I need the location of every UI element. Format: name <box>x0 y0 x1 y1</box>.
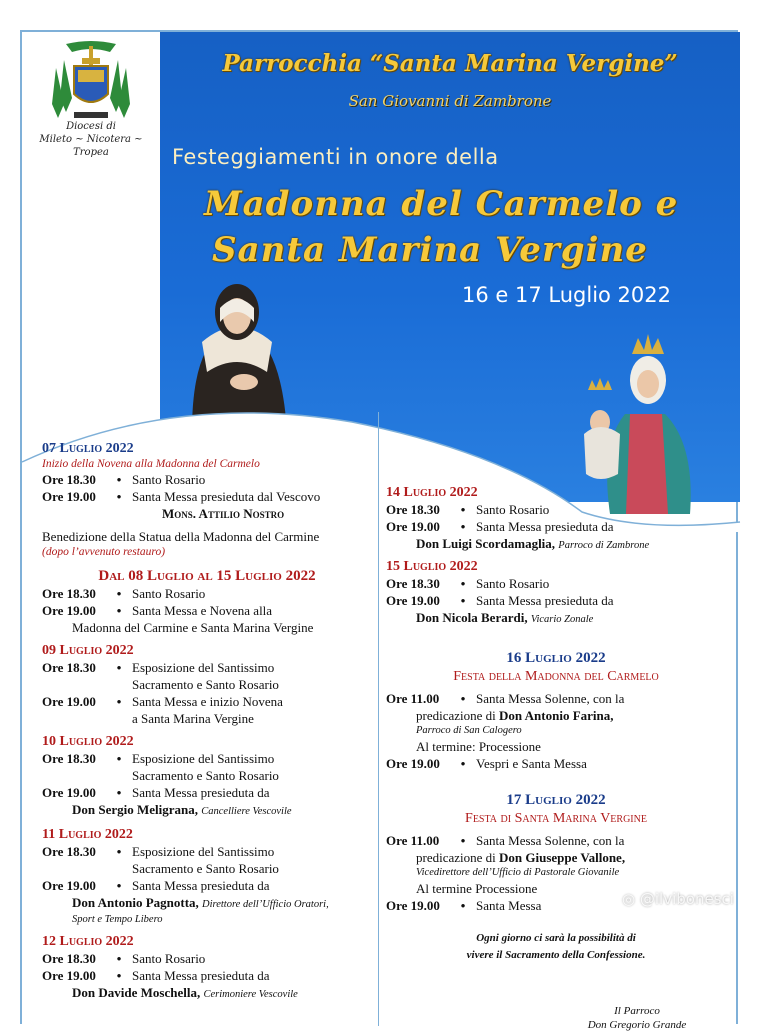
bullet: • <box>116 878 122 893</box>
schedule-row <box>386 592 726 609</box>
event: Santa Messa presieduta da <box>132 785 270 800</box>
time: Ore 18.30 <box>42 951 96 966</box>
day-heading: 14 Luglio 2022 <box>386 485 478 500</box>
column-divider <box>378 412 379 1026</box>
preacher-role: Parroco di San Calogero <box>416 725 522 736</box>
parish-location: San Giovanni di Zambrone <box>348 92 552 110</box>
preacher-prefix: predicazione di <box>416 850 500 865</box>
celebrant-role: Direttore dell’Ufficio Oratori, <box>202 899 329 910</box>
bullet: • <box>116 951 122 966</box>
time: Ore 19.00 <box>386 519 440 534</box>
schedule-row <box>42 950 372 967</box>
event: Santa Messa presieduta da <box>132 878 270 893</box>
watermark-text: @ilvibonesci <box>639 890 734 908</box>
celebrant-name: Don Davide Moschella, <box>72 985 201 1000</box>
left-schedule <box>42 440 372 1003</box>
day-heading: 15 Luglio 2022 <box>386 559 478 574</box>
schedule-row <box>42 693 372 710</box>
event: Santo Rosario <box>476 502 550 517</box>
celebrant-name: Mons. Attilio Nostro <box>162 506 285 521</box>
event: Santa Messa <box>476 898 542 913</box>
schedule-row <box>386 518 726 535</box>
bullet: • <box>116 968 122 983</box>
event: Vespri e Santa Messa <box>476 756 587 771</box>
time: Ore 19.00 <box>386 898 440 913</box>
event: Esposizione del Santissimo <box>132 660 275 675</box>
bullet: • <box>116 489 122 504</box>
time: Ore 19.00 <box>386 593 440 608</box>
schedule-row <box>386 575 726 592</box>
confession-note-line2: vivere il Sacramento della Confessione. <box>466 949 646 961</box>
preacher-role: Vicedirettore dell’Ufficio di Pastorale Giovanile <box>416 867 620 878</box>
bullet: • <box>116 660 122 675</box>
celebrant-name: Don Nicola Berardi, <box>416 610 528 625</box>
procession-note: Al termine Processione <box>416 881 538 896</box>
day-heading: 10 Luglio 2022 <box>42 734 134 749</box>
preacher-line <box>386 707 726 724</box>
day-heading: 07 Luglio 2022 <box>42 441 134 456</box>
time: Ore 18.30 <box>42 472 96 487</box>
time: Ore 19.00 <box>42 968 96 983</box>
event: Santa Messa presieduta da <box>476 593 614 608</box>
instagram-icon: ◎ <box>622 890 640 908</box>
event-continuation: Sacramento e Santo Rosario <box>132 768 279 783</box>
celebrant-line <box>42 801 372 820</box>
schedule-row <box>42 659 372 676</box>
schedule-row <box>42 602 372 619</box>
event: Santo Rosario <box>132 472 206 487</box>
bullet: • <box>460 519 466 534</box>
time: Ore 19.00 <box>42 603 96 618</box>
celebrant-role-cont: Sport e Tempo Libero <box>72 914 163 925</box>
event: Santa Messa Solenne, con la <box>476 691 625 706</box>
celebrant-name: Don Sergio Meligrana, <box>72 802 199 817</box>
diocese-names: Mileto ~ Nicotera ~ Tropea <box>39 134 143 158</box>
preacher-name: Don Antonio Farina, <box>499 708 614 723</box>
bullet: • <box>460 593 466 608</box>
time: Ore 11.00 <box>386 833 440 848</box>
bullet: • <box>116 844 122 859</box>
event: Santa Messa presieduta dal Vescovo <box>132 489 321 504</box>
diocese-title: Diocesi di <box>66 121 116 132</box>
time: Ore 18.30 <box>42 844 96 859</box>
signature-name: Don Gregorio Grande <box>587 1019 687 1031</box>
time: Ore 19.00 <box>42 489 96 504</box>
bullet: • <box>116 785 122 800</box>
schedule-row <box>42 750 372 767</box>
preacher-prefix: predicazione di <box>416 708 500 723</box>
poster <box>20 30 738 1031</box>
blessing-subnote: (dopo l’avvenuto restauro) <box>42 546 166 558</box>
event-continuation: Madonna del Carmine e Santa Marina Vergine <box>72 620 314 635</box>
bullet: • <box>460 756 466 771</box>
celebrant-role: Parroco di Zambrone <box>558 540 650 551</box>
schedule-row <box>42 843 372 860</box>
celebrant-role: Cancelliere Vescovile <box>201 806 292 817</box>
event: Santa Messa presieduta da <box>476 519 614 534</box>
bullet: • <box>116 472 122 487</box>
time: Ore 19.00 <box>42 785 96 800</box>
celebrant-line <box>386 535 726 554</box>
schedule-row <box>42 877 372 894</box>
celebrant-name: Don Antonio Pagnotta, <box>72 895 199 910</box>
feast-date-heading: 16 Luglio 2022 <box>506 650 606 666</box>
preacher-name: Don Giuseppe Vallone, <box>499 850 626 865</box>
schedule-row <box>42 488 372 505</box>
preacher-line <box>386 849 726 866</box>
festivities-intro: Festeggiamenti in onore della <box>172 145 499 169</box>
bullet: • <box>116 694 122 709</box>
celebrant-role: Cerimoniere Vescovile <box>203 989 298 1000</box>
time: Ore 18.30 <box>42 751 96 766</box>
celebrant-role: Vicario Zonale <box>530 614 594 625</box>
blessing-note: Benedizione della Statua della Madonna del Carmine <box>42 529 320 544</box>
bullet: • <box>460 502 466 517</box>
feast-title: Festa della Madonna del Carmelo <box>453 669 659 684</box>
event-continuation: Sacramento e Santo Rosario <box>132 861 279 876</box>
day-heading: 12 Luglio 2022 <box>42 934 134 949</box>
event: Esposizione del Santissimo <box>132 751 275 766</box>
day-heading: 11 Luglio 2022 <box>42 827 133 842</box>
celebrant-name: Don Luigi Scordamaglia, <box>416 536 556 551</box>
event: Santo Rosario <box>132 586 206 601</box>
event-continuation: a Santa Marina Vergine <box>132 711 254 726</box>
celebrant-line <box>42 894 372 913</box>
schedule-row <box>42 471 372 488</box>
event: Santo Rosario <box>476 576 550 591</box>
bullet: • <box>116 603 122 618</box>
main-title-line1: Madonna del Carmelo e <box>204 184 679 224</box>
event: Santa Messa e inizio Novena <box>132 694 283 709</box>
day-heading: 09 Luglio 2022 <box>42 643 134 658</box>
event-continuation: Sacramento e Santo Rosario <box>132 677 279 692</box>
time: Ore 18.30 <box>386 576 440 591</box>
feast-title: Festa di Santa Marina Vergine <box>465 811 647 826</box>
time: Ore 19.00 <box>42 878 96 893</box>
procession-note: Al termine: Processione <box>416 739 541 754</box>
bullet: • <box>116 586 122 601</box>
bullet: • <box>460 576 466 591</box>
schedule-row <box>386 755 726 772</box>
signature <box>562 1004 712 1032</box>
schedule-row <box>42 585 372 602</box>
confession-note-line1: Ogni giorno ci sarà la possibilità di <box>476 932 636 944</box>
schedule-row <box>386 690 726 707</box>
time: Ore 19.00 <box>42 694 96 709</box>
parish-name: Parrocchia “Santa Marina Vergine” <box>222 50 678 77</box>
event: Santo Rosario <box>132 951 206 966</box>
time: Ore 19.00 <box>386 756 440 771</box>
schedule-row <box>386 832 726 849</box>
bullet: • <box>460 833 466 848</box>
time: Ore 11.00 <box>386 691 440 706</box>
celebrant-line <box>386 609 726 628</box>
main-title-line2: Santa Marina Vergine <box>212 230 648 270</box>
schedule-row <box>42 784 372 801</box>
bullet: • <box>460 898 466 913</box>
event: Santa Messa Solenne, con la <box>476 833 625 848</box>
bullet: • <box>460 691 466 706</box>
coat-of-arms-icon <box>26 38 156 128</box>
time: Ore 18.30 <box>42 586 96 601</box>
schedule-row <box>42 967 372 984</box>
watermark <box>622 890 734 908</box>
novena-range-heading: Dal 08 Luglio al 15 Luglio 2022 <box>98 568 316 584</box>
day-subtitle: Inizio della Novena alla Madonna del Carmelo <box>42 458 260 470</box>
diocese-label <box>26 120 156 159</box>
celebrant-line <box>42 984 372 1003</box>
event: Santa Messa presieduta da <box>132 968 270 983</box>
bullet: • <box>116 751 122 766</box>
event: Esposizione del Santissimo <box>132 844 275 859</box>
schedule-row <box>386 501 726 518</box>
time: Ore 18.30 <box>42 660 96 675</box>
time: Ore 18.30 <box>386 502 440 517</box>
festival-dates: 16 e 17 Luglio 2022 <box>462 283 671 307</box>
event: Santa Messa e Novena alla <box>132 603 273 618</box>
feast-date-heading: 17 Luglio 2022 <box>506 792 606 808</box>
signature-title: Il Parroco <box>614 1005 660 1017</box>
